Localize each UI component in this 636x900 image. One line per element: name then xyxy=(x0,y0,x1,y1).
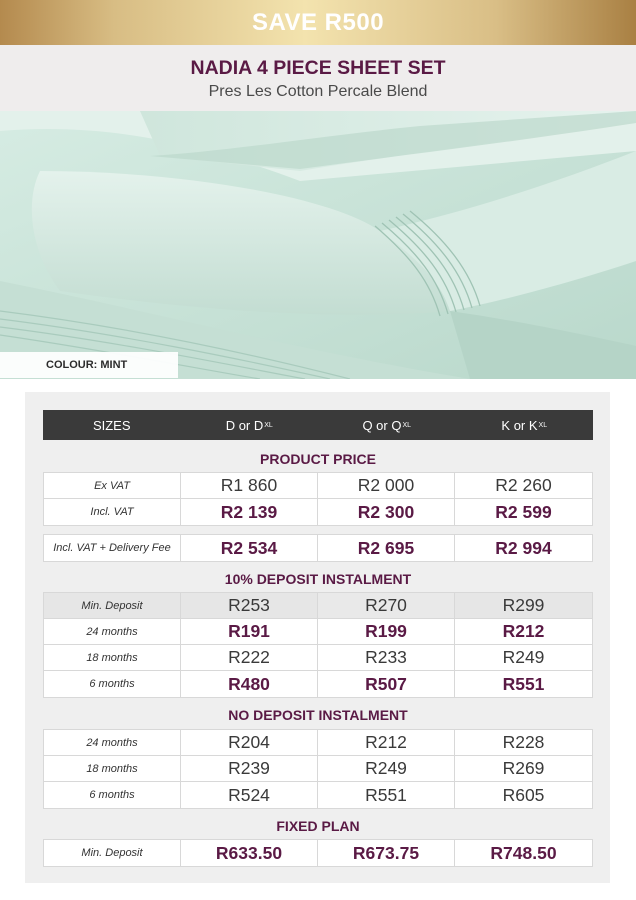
colour-label: COLOUR: MINT xyxy=(0,352,178,378)
header-king-sup: XL xyxy=(538,421,548,429)
price-cell: R269 xyxy=(455,756,592,782)
header-king-label: K or K xyxy=(501,417,538,433)
price-cell: R1 860 xyxy=(181,473,318,499)
no-deposit-instalment-table xyxy=(43,729,593,809)
row-label: Min. Deposit xyxy=(44,840,181,866)
save-banner-text: SAVE R500 xyxy=(251,8,385,36)
price-cell: R2 000 xyxy=(318,473,455,499)
price-cell: R551 xyxy=(455,671,592,697)
price-cell: R212 xyxy=(455,619,592,645)
header-queen-label: Q or Q xyxy=(362,417,402,433)
price-cell: R480 xyxy=(181,671,318,697)
header-double xyxy=(181,410,319,440)
price-cell: R199 xyxy=(318,619,455,645)
price-cell: R191 xyxy=(181,619,318,645)
price-cell: R2 139 xyxy=(181,499,318,525)
product-price-table xyxy=(43,472,593,526)
header-sizes xyxy=(43,410,181,440)
row-label: Incl. VAT xyxy=(44,499,181,525)
price-cell: R270 xyxy=(318,593,455,619)
delivery-price-table xyxy=(43,534,593,562)
product-header xyxy=(0,45,636,111)
row-label: 6 months xyxy=(44,782,181,808)
section-title-fixed-plan: FIXED PLAN xyxy=(276,818,360,834)
price-cell: R233 xyxy=(318,645,455,671)
deposit-instalment-table xyxy=(43,592,593,698)
price-cell: R249 xyxy=(318,756,455,782)
row-label: 18 months xyxy=(44,645,181,671)
price-cell: R249 xyxy=(455,645,592,671)
price-cell: R605 xyxy=(455,782,592,808)
row-label: 24 months xyxy=(44,619,181,645)
price-cell: R2 534 xyxy=(181,535,318,561)
row-label: 6 months xyxy=(44,671,181,697)
pricing-panel xyxy=(25,392,610,883)
price-cell: R204 xyxy=(181,730,318,756)
section-title-no-deposit-instalment: NO DEPOSIT INSTALMENT xyxy=(228,707,408,723)
sheet-set-illustration xyxy=(0,111,636,379)
price-cell: R222 xyxy=(181,645,318,671)
section-title-deposit-instalment: 10% DEPOSIT INSTALMENT xyxy=(224,571,412,587)
price-cell: R212 xyxy=(318,730,455,756)
header-double-sup: XL xyxy=(264,421,273,429)
row-label: 24 months xyxy=(44,730,181,756)
sizes-header-row xyxy=(43,410,593,440)
fixed-plan-table xyxy=(43,839,593,867)
price-cell: R253 xyxy=(181,593,318,619)
header-double-label: D or D xyxy=(225,417,264,433)
price-cell: R551 xyxy=(318,782,455,808)
price-cell: R2 300 xyxy=(318,499,455,525)
product-title: NADIA 4 PIECE SHEET SET xyxy=(190,57,446,79)
price-cell: R673.75 xyxy=(318,840,455,866)
price-cell: R228 xyxy=(455,730,592,756)
price-cell: R299 xyxy=(455,593,592,619)
row-label: Min. Deposit xyxy=(44,593,181,619)
row-label: 18 months xyxy=(44,756,181,782)
price-cell: R2 695 xyxy=(318,535,455,561)
product-photo xyxy=(0,111,636,379)
section-title-product-price: PRODUCT PRICE xyxy=(260,451,376,467)
row-label: Incl. VAT + Delivery Fee xyxy=(44,535,181,561)
header-king xyxy=(456,410,594,440)
row-label: Ex VAT xyxy=(44,473,181,499)
price-cell: R507 xyxy=(318,671,455,697)
header-queen-sup: XL xyxy=(402,421,412,429)
price-cell: R748.50 xyxy=(455,840,592,866)
price-cell: R633.50 xyxy=(181,840,318,866)
price-cell: R2 260 xyxy=(455,473,592,499)
price-cell: R2 994 xyxy=(455,535,592,561)
product-subtitle: Pres Les Cotton Percale Blend xyxy=(208,83,428,100)
price-cell: R239 xyxy=(181,756,318,782)
header-queen xyxy=(318,410,456,440)
save-banner xyxy=(0,0,636,45)
price-cell: R524 xyxy=(181,782,318,808)
price-cell: R2 599 xyxy=(455,499,592,525)
header-sizes-label: SIZES xyxy=(92,417,131,433)
